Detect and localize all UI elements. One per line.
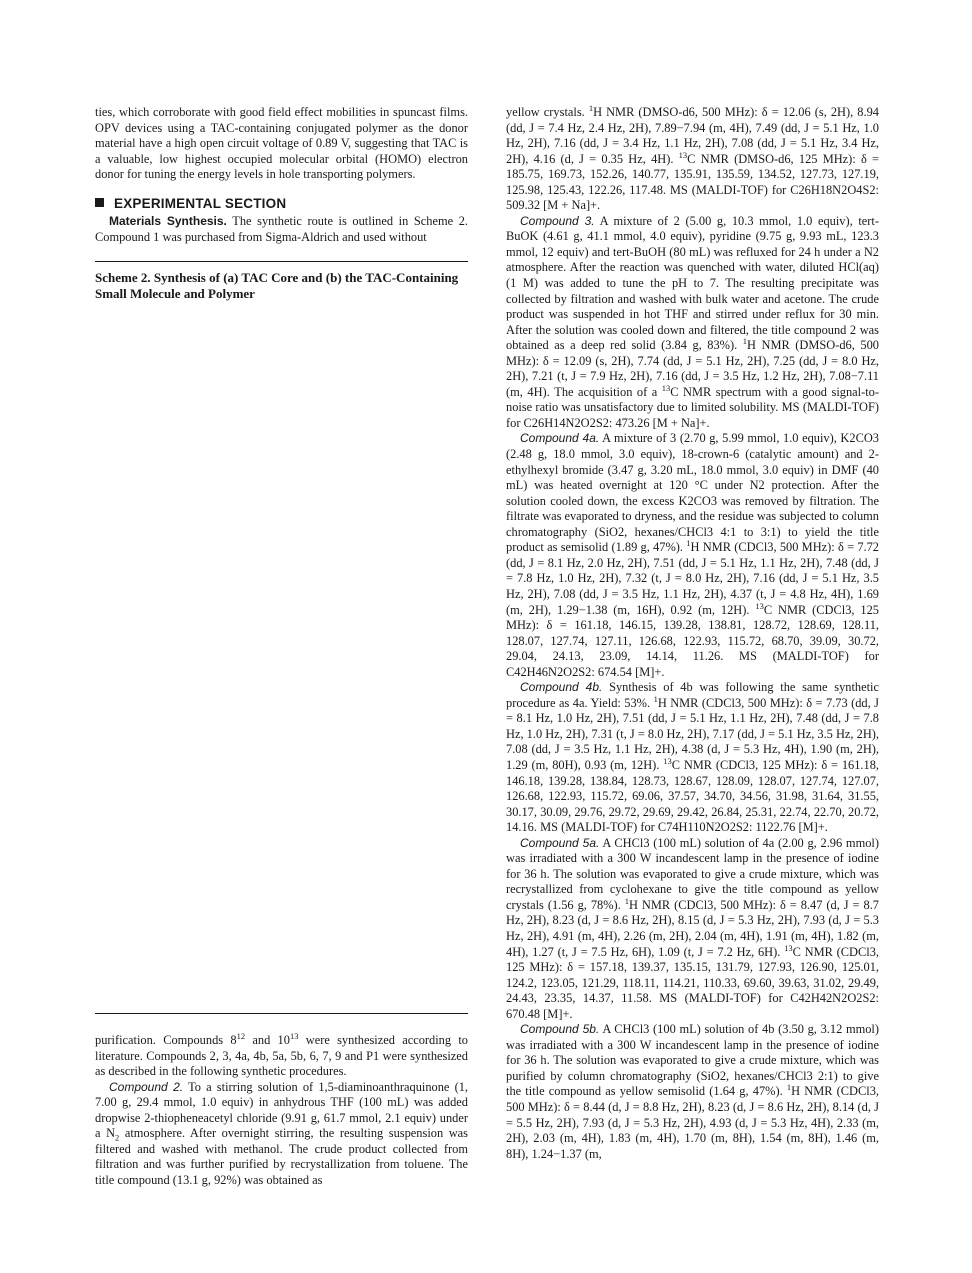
materials-text: The synthetic route is outlined in Scheme 2. Compound 1 was purchased from Sigma-Aldrich and used without (95, 214, 468, 244)
compound4b-text-a: Synthesis of 4b was following the same synthetic procedure as 4a. Yield: 53%. (506, 680, 880, 710)
scheme-caption: Scheme 2. Synthesis of (a) TAC Core and (b) the TAC-Containing Small Molecule and Polymer (95, 270, 459, 302)
compound5b-paragraph (506, 1022, 879, 1162)
materials-runin: Materials Synthesis. (109, 214, 227, 229)
section-heading (95, 196, 468, 212)
sup-13: 13 (678, 149, 688, 160)
sup-13: 13 (663, 755, 672, 766)
intro-paragraph: ties, which corroborate with good field effect mobilities in spuncast films. OPV devices using a TAC-containing conjugated polymer as the donor material have a high open circuit voltage of 0.89 V, suggesting that TAC is a valuable, low highest occupied molecular orbital (HOMO) electron donor for tuning the energy levels in hole transporting polymers. (95, 105, 468, 182)
sup-1: 1 (653, 693, 658, 704)
compound3-text-a: A mixture of 2 (5.00 g, 10.3 mmol, 1.0 equiv), tert-BuOK (4.61 g, 41.1 mmol, 4.0 equiv), pyridine (9.75 g, 9.93 mL, 123.3 mmol, 12 equiv) and tert-BuOH (80 mL) was refluxed for 24 h under a N2 atmosphere. After the reaction was quenched with water, diluted HCl(aq) (1 M) was added to tune the pH to 7. The resulting precipitate was collected by filtration and washed with bulk water and acetone. The crude product was suspended in hot THF and stirred under reflux for 30 min. After the solution was cooled down and filtered, the title compound 2 was obtained as a deep red solid (3.84 g, 83%). (506, 213, 879, 353)
compound4a-text-a: A mixture of 3 (2.70 g, 5.99 mmol, 1.0 equiv), K2CO3 (2.48 g, 18.0 mmol, 3.0 equiv), 18-crown-6 (catalytic amount) and 2-ethylhexyl bromide (3.47 g, 3.20 mL, 18.0 mmol, 3.0 equiv) in DMF (40 mL) was heated overnight at 120 °C under N2 protection. After the solution cooled down, the excess K2CO3 was removed by filtration. The filtrate was evaporated to dryness, and the residue was subjected to column chromatography (SiO2, hexanes/CHCl3 4:1 to 3:1) to yield the title product as semisolid (1.89 g, 47%). (506, 431, 879, 555)
square-bullet-icon (95, 198, 104, 207)
compound5a-text-a: A CHCl3 (100 mL) solution of 4a (2.00 g, 2.96 mmol) was irradiated with a 300 W incandescent lamp in the presence of iodine for 36 h. The solution was evaporated to give a crude mixture, which was recrystallized from cyclohexane to give the title compound as yellow crystals (1.56 g, 78%). (506, 835, 879, 912)
compound2-text-a: To a stirring solution of 1,5-diaminoanthraquinone (1, 7.00 g, 29.4 mmol, 1.0 equiv) in anhydrous THF (100 mL) was added dropwise 2-thiopheneacetyl chloride (9.91 g, 61.7 mmol, 2.1 equiv) under a N (95, 1079, 469, 1141)
sup-1: 1 (588, 102, 594, 113)
purification-paragraph (95, 1030, 468, 1080)
compound5a-text-c: C NMR (CDCl3, 125 MHz): δ = 157.18, 139.37, 135.15, 131.79, 127.93, 126.90, 125.01, 124.2, 123.05, 121.29, 118.11, 114.21, 110.33, 69.60, 39.63, 31.02, 29.49, 24.43, 23.35, 14.37, 11.58. MS (MALDI-TOF) for C42H42N2O2S2: 670.48 [M]+. (506, 944, 879, 1021)
left-column-bottom (95, 1030, 469, 1188)
compound3-paragraph (506, 214, 879, 432)
sup-1: 1 (624, 895, 629, 906)
compound4b-text-b: H NMR (CDCl3, 500 MHz): δ = 7.73 (dd, J = 8.1 Hz, 1.0 Hz, 2H), 7.51 (dd, J = 5.1 Hz, 1.1 Hz, 2H), 7.48 (dd, J = 7.8 Hz, 1.0 Hz, 2H), 7.31 (t, J = 8.0 Hz, 2H), 7.17 (dd, J = 5.1 Hz, 3.5 Hz, 2H), 7.08 (dd, J = 3.5 Hz, 1.1 Hz, 2H), 4.38 (d, J = 5.3 Hz, 4H), 1.90 (m, 2H), 1.29 (m, 80H), 0.93 (m, 12H). (506, 695, 879, 772)
scheme-bottom-rule (95, 1013, 468, 1014)
sup-1: 1 (686, 538, 691, 549)
section-heading-text: EXPERIMENTAL SECTION (114, 195, 287, 211)
materials-paragraph (95, 214, 468, 245)
compound4a-text-c: C NMR (CDCl3, 125 MHz): δ = 161.18, 146.15, 139.28, 138.81, 128.72, 128.69, 128.11, 128.07, 127.74, 127.11, 126.68, 122.93, 115.72, 68.70, 39.09, 30.72, 29.04, 24.13, 23.09, 14.14, 11.26. MS (MALDI-TOF) for C42H46N2O2S2: 674.54 [M]+. (506, 602, 879, 679)
compound5a-text-b: H NMR (CDCl3, 500 MHz): δ = 8.47 (d, J = 8.7 Hz, 2H), 8.23 (d, J = 8.6 Hz, 2H), 8.15 (d, J = 5.3 Hz, 2H), 7.93 (d, J = 5.3 Hz, 2H), 4.91 (m, 4H), 2.26 (m, 2H), 2.04 (m, 4H), 1.91 (m, 4H), 1.82 (m, 4H), 1.27 (t, J = 7.5 Hz, 6H), 1.09 (t, J = 7.2 Hz, 6H). (506, 897, 879, 959)
purification-text-b: and 10 (252, 1033, 290, 1047)
compound4a-text-b: H NMR (CDCl3, 500 MHz): δ = 7.72 (dd, J = 8.1 Hz, 2.0 Hz, 2H), 7.51 (dd, J = 5.1 Hz, 1.1 Hz, 2H), 7.48 (dd, J = 7.8 Hz, 1.0 Hz, 2H), 7.32 (t, J = 8.0 Hz, 2H), 7.16 (dd, J = 5.1 Hz, 3.5 Hz, 2H), 7.08 (dd, J = 3.5 Hz, 1.1 Hz, 2H), 4.37 (t, J = 4.8 Hz, 4H), 1.69 (m, 2H), 1.29−1.38 (m, 16H), 0.92 (m, 12H). (506, 540, 879, 617)
compound3-label: Compound 3. (520, 213, 595, 228)
compound2-paragraph (95, 1080, 468, 1189)
compound5a-paragraph (506, 836, 879, 1023)
sup-13: 13 (784, 942, 793, 953)
cont-text-c: C NMR (DMSO-d6, 125 MHz): δ = 185.75, 169.73, 152.26, 140.77, 135.91, 135.59, 134.52, 127.73, 127.19, 125.98, 125.43, 122.26, 117.48. MS (MALDI-TOF) for C26H18N2O4S2: 509.32 [M + Na]+. (506, 151, 879, 213)
sup-1: 1 (786, 1082, 792, 1093)
compound4b-text-c: C NMR (CDCl3, 125 MHz): δ = 161.18, 146.18, 139.28, 138.84, 128.73, 128.67, 128.09, 128.07, 127.74, 127.07, 126.68, 122.93, 115.72, 69.06, 37.57, 34.70, 34.56, 31.98, 31.64, 31.55, 30.17, 30.09, 29.76, 29.72, 29.69, 29.42, 26.84, 25.31, 22.74, 22.70, 20.72, 14.16. MS (MALDI-TOF) for C74H110N2O2S2: 1122.76 [M]+. (506, 757, 879, 835)
compound5b-label: Compound 5b. (520, 1022, 600, 1037)
compound2-label: Compound 2. (109, 1079, 184, 1094)
reference-13: 13 (289, 1030, 299, 1041)
cont-text-a: yellow crystals. (506, 105, 589, 119)
right-column (506, 102, 880, 1162)
purification-text-c: were synthesized according to literature. Compounds 2, 3, 4a, 4b, 5a, 5b, 6, 7, 9 and P1 were synthesized as described in the following synthetic procedures. (95, 1033, 468, 1079)
scheme-top-rule (95, 261, 468, 262)
compound3-text-c: C NMR spectrum with a good signal-to-noise ratio was unsatisfactory due to limited solubility. MS (MALDI-TOF) for C26H14N2O2S2: 473.26 [M + Na]+. (506, 384, 879, 430)
compound2-text-b: atmosphere. After overnight stirring, the resulting suspension was filtered and washed with methanol. The crude product collected from filtration and was further purified by recrystallization from toluene. The title compound (13.1 g, 92%) was obtained as (95, 1126, 468, 1187)
left-column-top (95, 105, 468, 302)
compound5b-text-b: H NMR (CDCl3, 500 MHz): δ = 8.44 (d, J = 8.8 Hz, 2H), 8.23 (d, J = 8.6 Hz, 2H), 8.14 (d, J = 5.5 Hz, 2H), 7.93 (d, J = 5.3 Hz, 2H), 4.93 (d, J = 5.3 Hz, 4H), 2.33 (m, 2H), 2.03 (m, 4H), 1.83 (m, 4H), 1.70 (m, 8H), 1.54 (m, 8H), 1.46 (m, 8H), 1.24−1.37 (m, (506, 1084, 879, 1161)
sup-13: 13 (755, 600, 764, 611)
compound4b-paragraph (506, 680, 879, 835)
cont-text-b: H NMR (DMSO-d6, 500 MHz): δ = 12.06 (s, 2H), 8.94 (dd, J = 7.4 Hz, 2.4 Hz, 2H), 7.89−7.94 (m, 4H), 7.49 (dd, J = 5.1 Hz, 1.0 Hz, 2H), 7.16 (dd, J = 3.4 Hz, 1.1 Hz, 2H), 7.08 (dd, J = 5.1 Hz, 3.4 Hz, 2H), 4.16 (d, J = 0.35 Hz, 4H). (506, 105, 879, 166)
compound4a-paragraph (506, 431, 879, 680)
subscript-2: 2 (115, 1132, 120, 1143)
compound4a-label: Compound 4a. (520, 431, 600, 446)
reference-12: 12 (236, 1030, 246, 1041)
sup-13: 13 (661, 382, 671, 393)
compound5b-text-a: A CHCl3 (100 mL) solution of 4b (3.50 g, 3.12 mmol) was irradiated with a 300 W incandescent lamp in the presence of iodine for 36 h. The solution was evaporated to give a crude mixture, which was purified by column chromatography (SiO2, hexanes/CHCl3 2:1) to give the title compound as yellow semisolid (1.64 g, 47%). (506, 1022, 879, 1099)
sup-1: 1 (742, 336, 748, 347)
purification-text-a: purification. Compounds 8 (95, 1033, 237, 1047)
compound2-continuation (506, 102, 879, 214)
compound3-text-b: H NMR (DMSO-d6, 500 MHz): δ = 12.09 (s, 2H), 7.74 (dd, J = 5.1 Hz, 2H), 7.25 (dd, J = 8.0 Hz, 2H), 7.21 (t, J = 7.9 Hz, 2H), 7.16 (dd, J = 3.5 Hz, 1.2 Hz, 2H), 7.08−7.11 (m, 4H). The acquisition of a (506, 338, 879, 399)
compound4b-label: Compound 4b. (520, 680, 603, 695)
compound5a-label: Compound 5a. (520, 835, 600, 850)
